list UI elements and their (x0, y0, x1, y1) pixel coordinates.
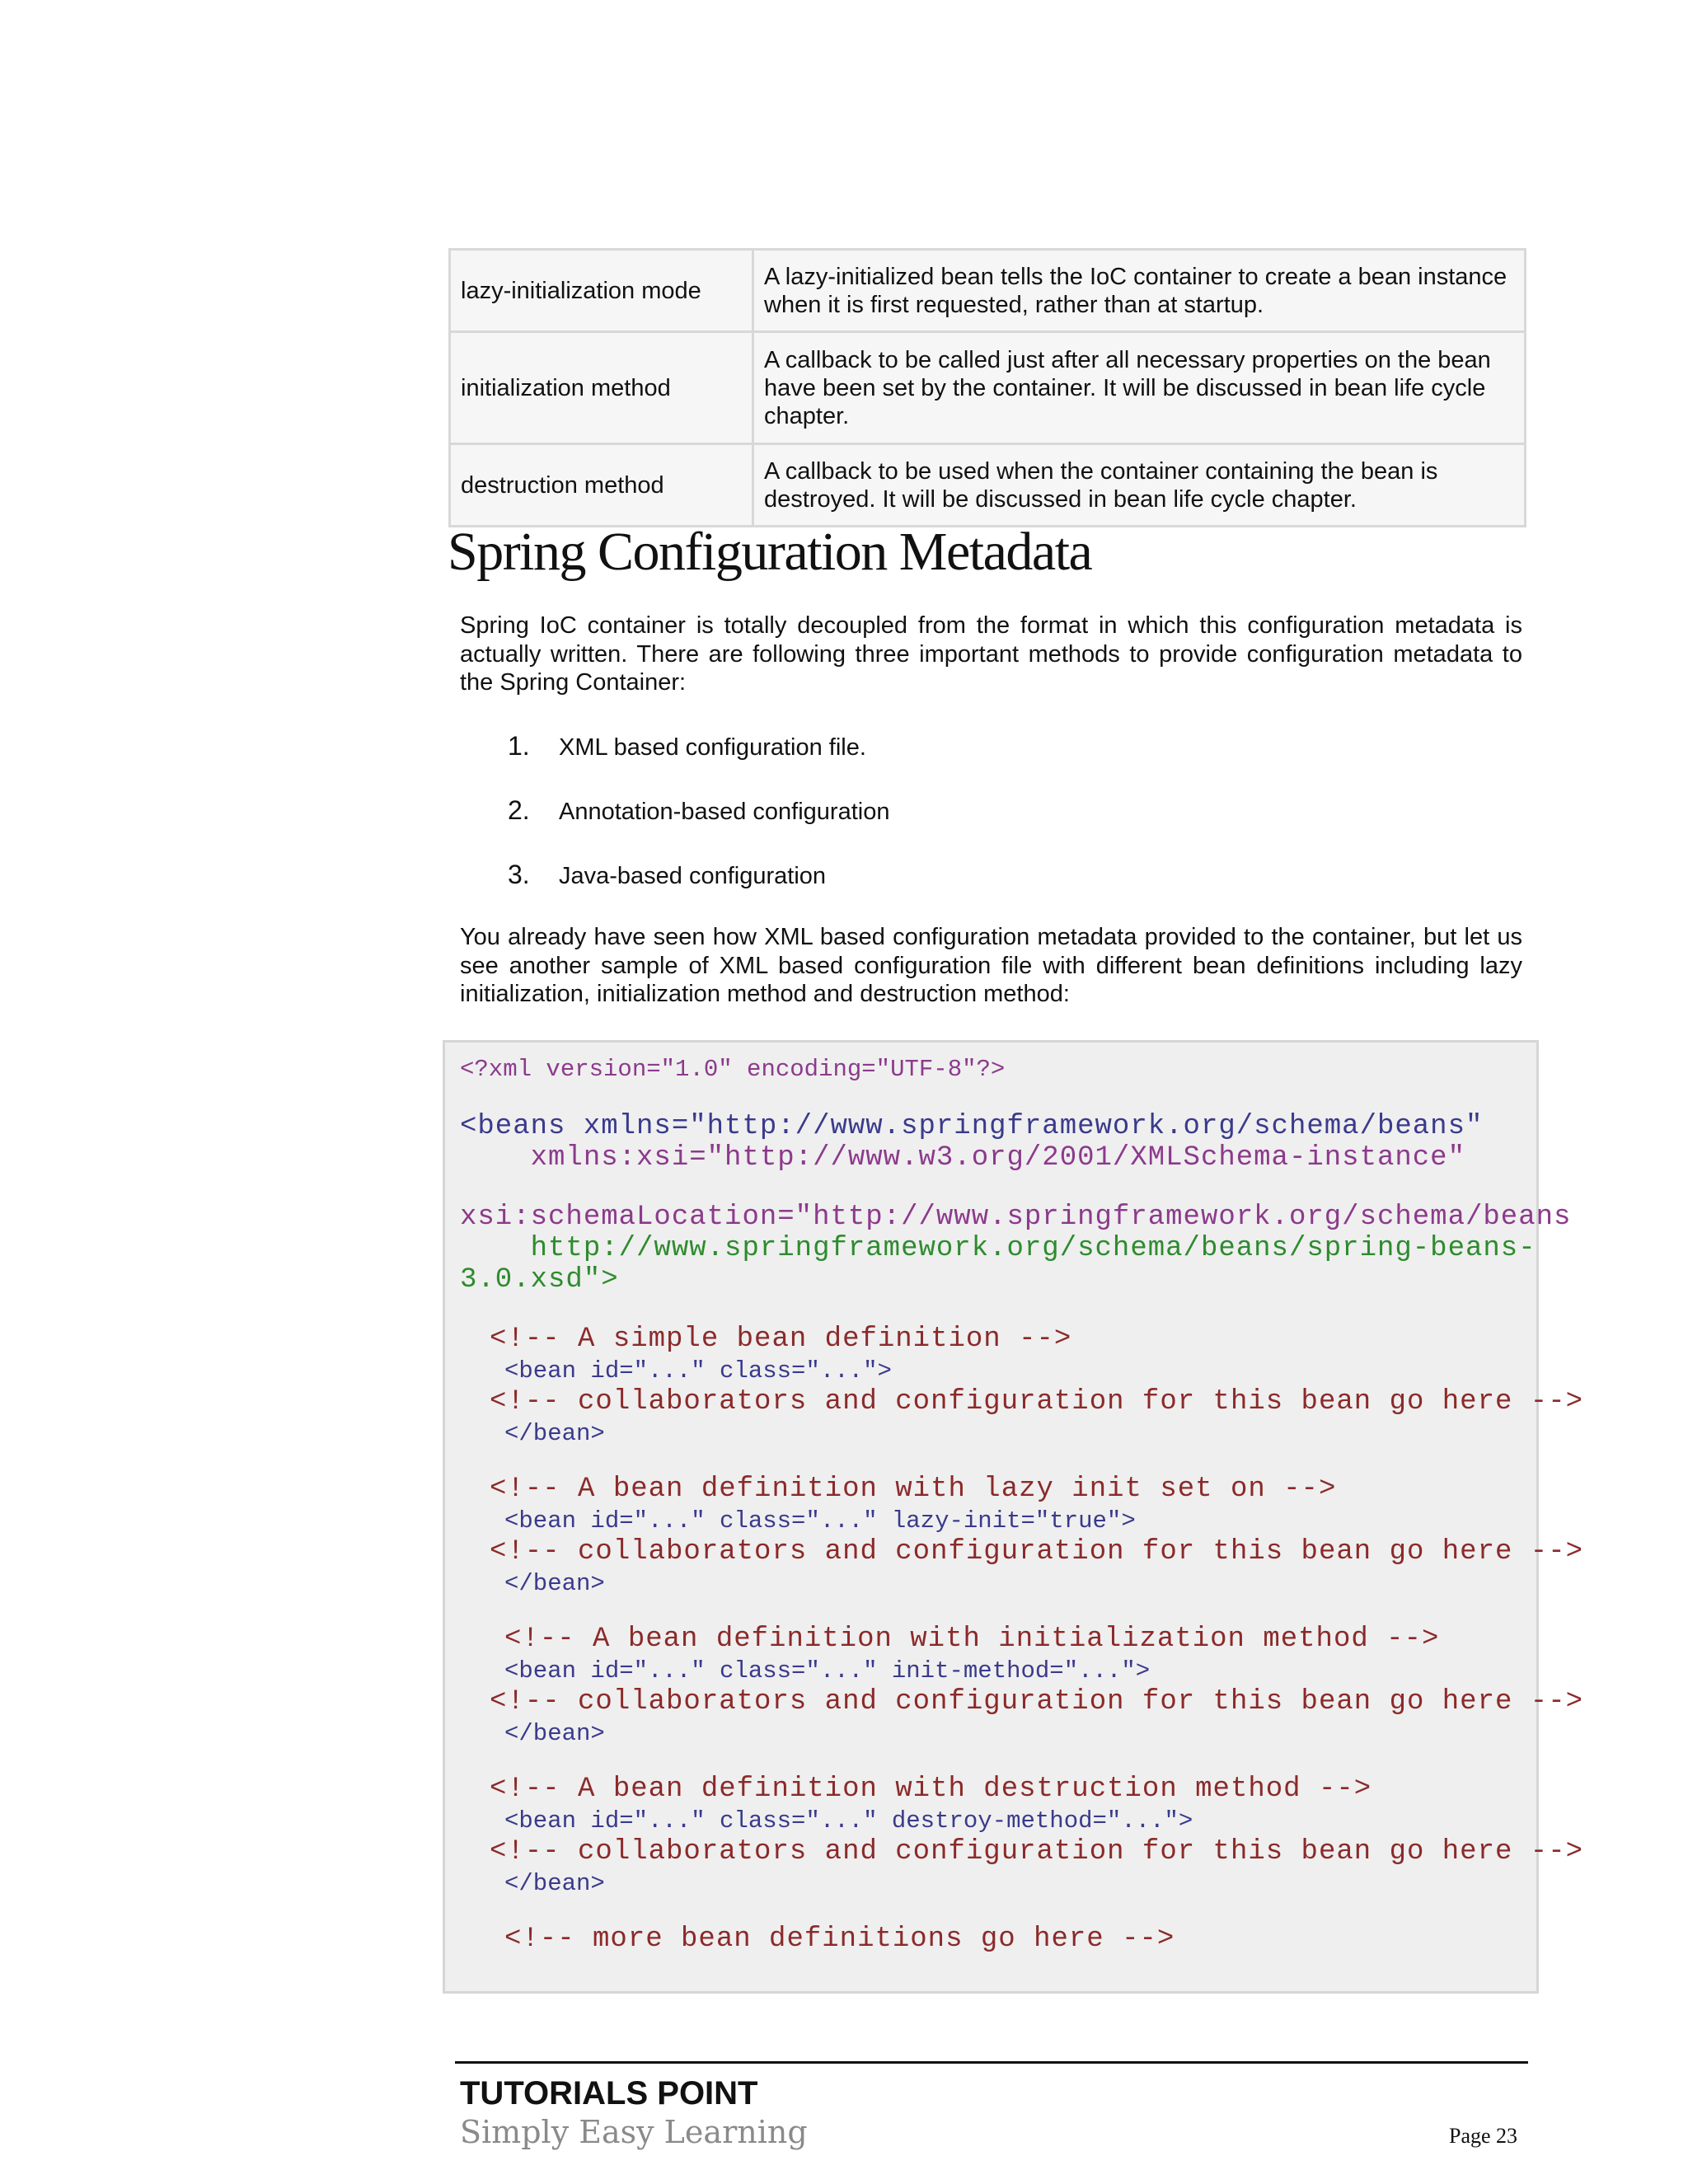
footer-brand: TUTORIALS POINT (460, 2075, 758, 2111)
code-line (504, 1720, 605, 1747)
code-schema-location: xsi:schemaLocation="http://www.springframework.org/schema/beans (460, 1202, 1572, 1233)
code-line (504, 1570, 605, 1597)
bean-properties-table (448, 248, 1526, 527)
code-line (490, 1536, 1583, 1568)
intro-paragraph: Spring IoC container is totally decoupled from the format in which this configuration metadata is actually written. There are following three important methods to provide configuration metadata to the Spring Container: (460, 612, 1522, 696)
code-line (504, 1657, 1150, 1685)
code-comment: <!-- collaborators and configuration for this bean go here --> (490, 1536, 1584, 1568)
list-item-text: Annotation-based configuration (559, 799, 890, 825)
section-heading: Spring Configuration Metadata (448, 522, 1092, 582)
code-line (504, 1924, 1175, 1955)
list-number: 3. (508, 860, 530, 889)
code-comment: <!-- A bean definition with lazy init set on --> (490, 1474, 1337, 1505)
outro-paragraph: You already have seen how XML based configuration metadata provided to the container, but let us see another sample of XML based configuration file with different bean definitions including lazy initialization, initialization method and destruction method: (460, 924, 1522, 1007)
code-bean-open: <bean id="..." class="..."> (504, 1357, 892, 1385)
property-name: lazy-initialization mode (450, 250, 753, 332)
code-line (490, 1474, 1336, 1505)
code-comment: <!-- A simple bean definition --> (490, 1324, 1072, 1355)
code-comment: <!-- collaborators and configuration for this bean go here --> (490, 1386, 1584, 1418)
code-bean-close: </bean> (504, 1570, 605, 1597)
list-item-text: XML based configuration file. (559, 734, 866, 761)
code-line (490, 1836, 1583, 1868)
code-sample (443, 1040, 1584, 1994)
code-comment: <!-- A bean definition with destruction method --> (490, 1774, 1372, 1805)
code-line (504, 1870, 605, 1897)
code-comment: <!-- more bean definitions go here --> (504, 1924, 1175, 1955)
code-schema-url: http://www.springframework.org/schema/beans/spring-beans- (460, 1233, 1536, 1264)
code-line (504, 1357, 892, 1385)
code-schema-end: 3.0.xsd"> (460, 1264, 619, 1296)
code-comment: <!-- collaborators and configuration for this bean go here --> (490, 1686, 1584, 1718)
table-row (450, 332, 1526, 444)
code-bean-close: </bean> (504, 1420, 605, 1447)
code-line (460, 1111, 1483, 1142)
list-number: 2. (508, 795, 530, 825)
property-description: A callback to be used when the container containing the bean is destroyed. It will be discussed in bean life cycle chapter. (753, 444, 1526, 527)
code-line (460, 1264, 619, 1296)
code-line (460, 1056, 1005, 1083)
code-line (504, 1807, 1193, 1835)
list-item (508, 732, 866, 762)
code-line (490, 1686, 1583, 1718)
code-xmlns-xsi: xmlns:xsi="http://www.w3.org/2001/XMLSchema-instance" (460, 1142, 1465, 1174)
code-line (504, 1624, 1439, 1655)
code-line (460, 1233, 1536, 1264)
list-number: 1. (508, 731, 530, 761)
list-item (508, 796, 889, 826)
code-line (504, 1420, 605, 1447)
code-bean-open: <bean id="..." class="..." init-method="..."> (504, 1657, 1151, 1685)
page-number: Page 23 (1449, 2124, 1518, 2148)
code-bean-close: </bean> (504, 1870, 605, 1897)
property-description: A callback to be called just after all necessary properties on the bean have been set by the container. It will be discussed in bean life cycle chapter. (753, 332, 1526, 444)
code-line (490, 1386, 1583, 1418)
property-name: destruction method (450, 444, 753, 527)
code-line (460, 1202, 1571, 1233)
code-bean-open: <bean id="..." class="..." destroy-method="..."> (504, 1807, 1193, 1835)
code-bean-open: <bean id="..." class="..." lazy-init="true"> (504, 1507, 1136, 1535)
list-item (508, 860, 826, 890)
code-line (490, 1774, 1372, 1805)
code-line (504, 1507, 1136, 1535)
code-xml-declaration: <?xml version="1.0" encoding="UTF-8"?> (460, 1056, 1006, 1083)
table-row (450, 250, 1526, 332)
code-comment: <!-- A bean definition with initialization method --> (504, 1624, 1440, 1655)
code-line (490, 1324, 1071, 1355)
footer-divider (455, 2061, 1528, 2064)
property-name: initialization method (450, 332, 753, 444)
property-description: A lazy-initialized bean tells the IoC container to create a bean instance when it is first requested, rather than at startup. (753, 250, 1526, 332)
code-line (460, 1142, 1465, 1174)
code-bean-close: </bean> (504, 1720, 605, 1747)
code-beans-open: <beans xmlns="http://www.springframework.org/schema/beans" (460, 1111, 1484, 1142)
table-row (450, 444, 1526, 527)
footer-tagline: Simply Easy Learning (460, 2114, 808, 2150)
list-item-text: Java-based configuration (559, 863, 827, 889)
code-comment: <!-- collaborators and configuration for this bean go here --> (490, 1836, 1584, 1868)
